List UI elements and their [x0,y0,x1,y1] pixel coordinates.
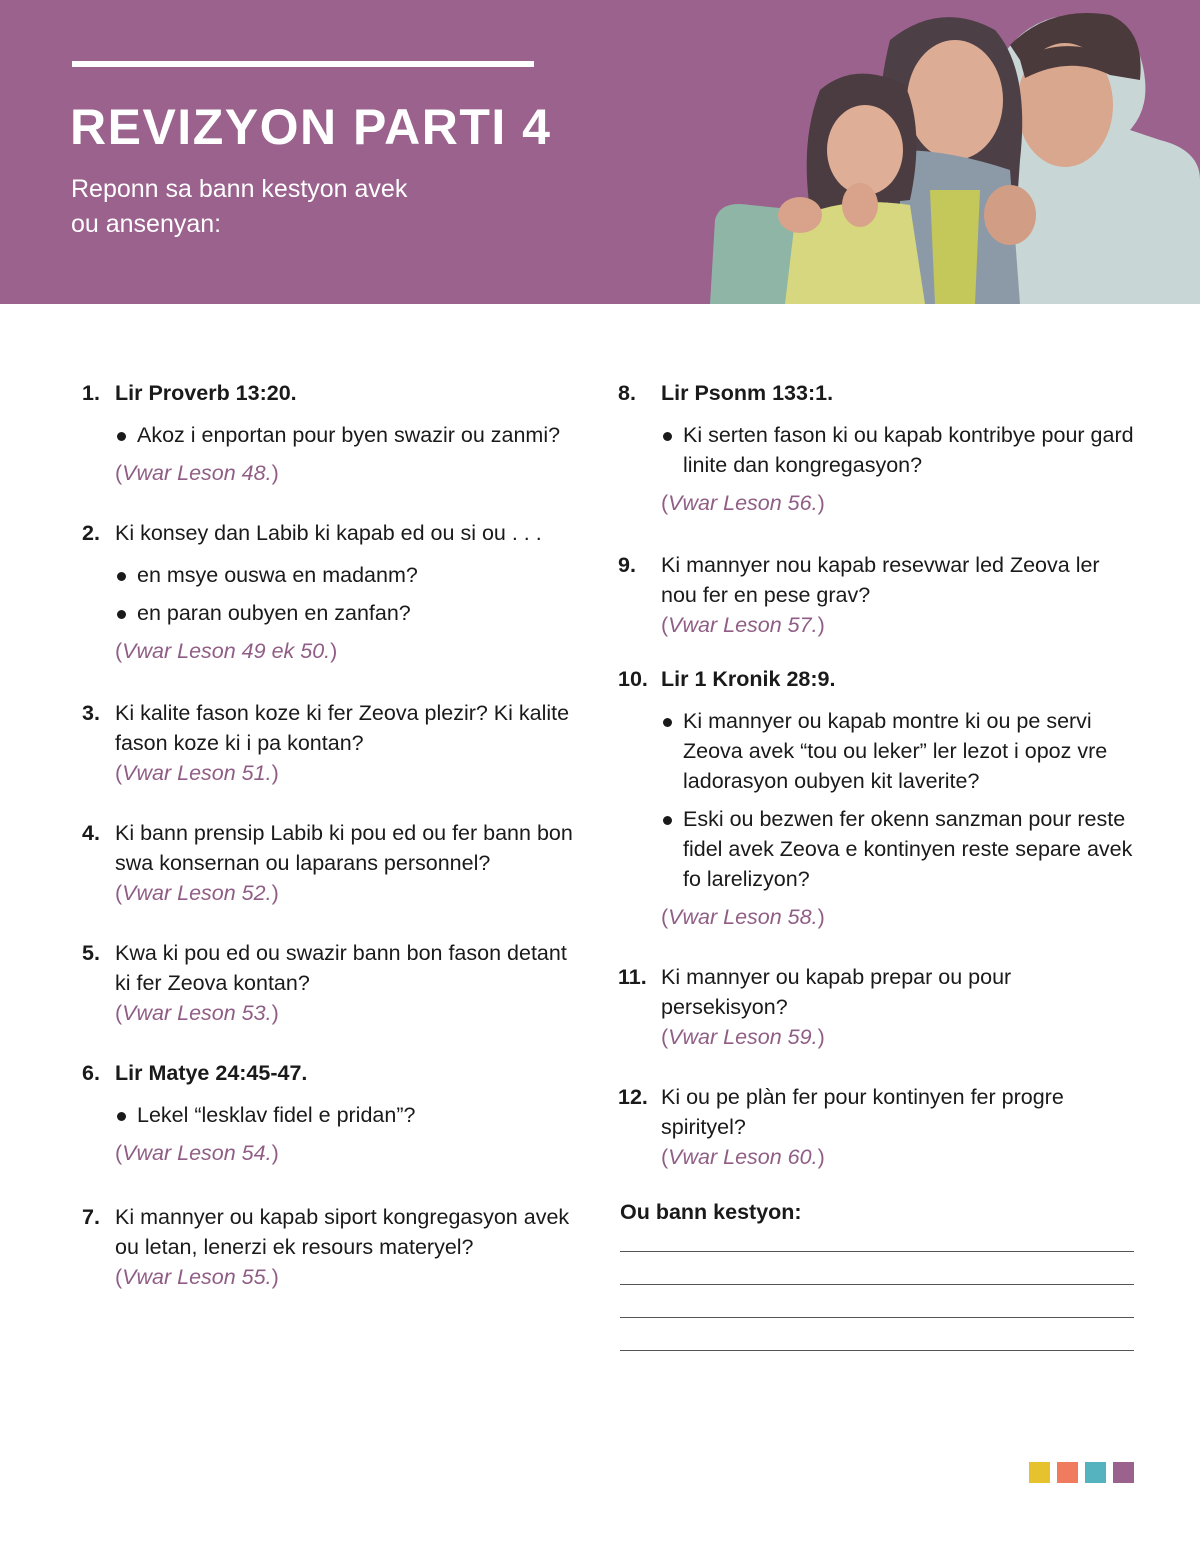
question-number: 12. [618,1085,648,1109]
color-swatches [1029,1462,1134,1483]
question-text: Ki bann prensip Labib ki pou ed ou fer bann bon swa konsernan ou laparans personnel? [115,821,573,875]
header-banner [0,0,1200,304]
question-item [82,518,582,666]
bullet-list [115,1100,582,1130]
bullet-icon [663,432,672,441]
question-text: Ki kalite fason koze ki fer Zeova plezir? Ki kalite fason koze ki i pa kontan? [115,701,570,755]
writing-line[interactable] [620,1284,1134,1285]
question-text: Ki mannyer ou kapab prepar ou pour persekisyon? [661,965,1012,1019]
question-item [618,378,1138,518]
bullet-text: Ki serten fason ki ou kapab kontribye pour gard linite dan kongregasyon? [683,423,1134,477]
writing-line[interactable] [620,1317,1134,1318]
lesson-reference: (Vwar Leson 57.) [661,613,825,637]
color-swatch [1029,1462,1050,1483]
your-questions-label: Ou bann kestyon: [620,1200,802,1224]
question-number: 7. [82,1205,100,1229]
bullet-item [661,420,1138,480]
lesson-reference: (Vwar Leson 49 ek 50.) [115,639,338,663]
lesson-reference: (Vwar Leson 52.) [115,881,279,905]
lesson-reference: (Vwar Leson 58.) [661,905,825,929]
writing-line[interactable] [620,1350,1134,1351]
bullet-list [661,420,1138,480]
question-number: 9. [618,553,636,577]
question-number: 10. [618,667,648,691]
question-item [618,962,1138,1052]
header-rule [72,61,534,67]
color-swatch [1057,1462,1078,1483]
question-text: Lir Proverb 13:20. [115,381,297,405]
family-praying-illustration [690,0,1200,304]
question-number: 1. [82,381,100,405]
question-text: Ki konsey dan Labib ki kapab ed ou si ou . . . [115,521,542,545]
question-number: 3. [82,701,100,725]
question-number: 11. [618,965,647,989]
bullet-item [115,598,582,628]
question-number: 8. [618,381,636,405]
questions-left-column [82,378,582,1292]
question-item [82,378,582,488]
bullet-text: Eski ou bezwen fer okenn sanzman pour reste fidel avek Zeova e kontinyen reste separe avek fo larelizyon? [683,807,1133,891]
bullet-text: Akoz i enportan pour byen swazir ou zanmi? [137,423,561,447]
bullet-icon [663,718,672,727]
bullet-text: Lekel “lesklav fidel e pridan”? [137,1103,416,1127]
question-number: 2. [82,521,100,545]
lesson-reference: (Vwar Leson 53.) [115,1001,279,1025]
question-text: Lir Psonm 133:1. [661,381,834,405]
question-number: 5. [82,941,100,965]
bullet-list [115,420,582,450]
bullet-list [661,706,1138,894]
question-number: 6. [82,1061,100,1085]
bullet-icon [117,572,126,581]
bullet-item [661,804,1138,894]
page-subtitle: Reponn sa bann kestyon avek ou ansenyan: [71,175,408,238]
question-item [82,698,582,788]
bullet-icon [117,1112,126,1121]
bullet-item [115,420,582,450]
lesson-reference: (Vwar Leson 48.) [115,461,279,485]
bullet-text: Ki mannyer ou kapab montre ki ou pe servi Zeova avek “tou ou leker” ler lezot i opoz vre ladorasyon oubyen kit laverite? [683,709,1108,793]
question-item [618,664,1138,932]
bullet-item [115,1100,582,1130]
question-text: Ki mannyer ou kapab siport kongregasyon avek ou letan, lenerzi ek resours materyel? [115,1205,570,1259]
writing-line[interactable] [620,1251,1134,1252]
question-item [82,938,582,1028]
question-number: 4. [82,821,100,845]
lesson-reference: (Vwar Leson 59.) [661,1025,825,1049]
question-item [82,1058,582,1168]
color-swatch [1113,1462,1134,1483]
question-text: Ki mannyer nou kapab resevwar led Zeova ler nou fer en pese grav? [661,553,1100,607]
question-text: Lir Matye 24:45-47. [115,1061,308,1085]
question-text: Kwa ki pou ed ou swazir bann bon fason detant ki fer Zeova kontan? [115,941,567,995]
color-swatch [1085,1462,1106,1483]
bullet-icon [117,610,126,619]
question-item [618,1082,1138,1172]
bullet-icon [117,432,126,441]
page-title: REVIZYON PARTI 4 [70,99,552,155]
bullet-text: en paran oubyen en zanfan? [137,601,411,625]
lesson-reference: (Vwar Leson 54.) [115,1141,279,1165]
question-item [82,1202,582,1292]
questions-right-column [618,378,1138,1351]
bullet-item [115,560,582,590]
bullet-icon [663,816,672,825]
lesson-reference: (Vwar Leson 51.) [115,761,279,785]
lesson-reference: (Vwar Leson 60.) [661,1145,825,1169]
question-item [82,818,582,908]
bullet-item [661,706,1138,796]
lesson-reference: (Vwar Leson 55.) [115,1265,279,1289]
question-text: Lir 1 Kronik 28:9. [661,667,836,691]
bullet-list [115,560,582,628]
bullet-text: en msye ouswa en madanm? [137,563,418,587]
question-text: Ki ou pe plàn fer pour kontinyen fer progre spirityel? [661,1085,1064,1139]
question-item [618,550,1138,640]
lesson-reference: (Vwar Leson 56.) [661,491,825,515]
